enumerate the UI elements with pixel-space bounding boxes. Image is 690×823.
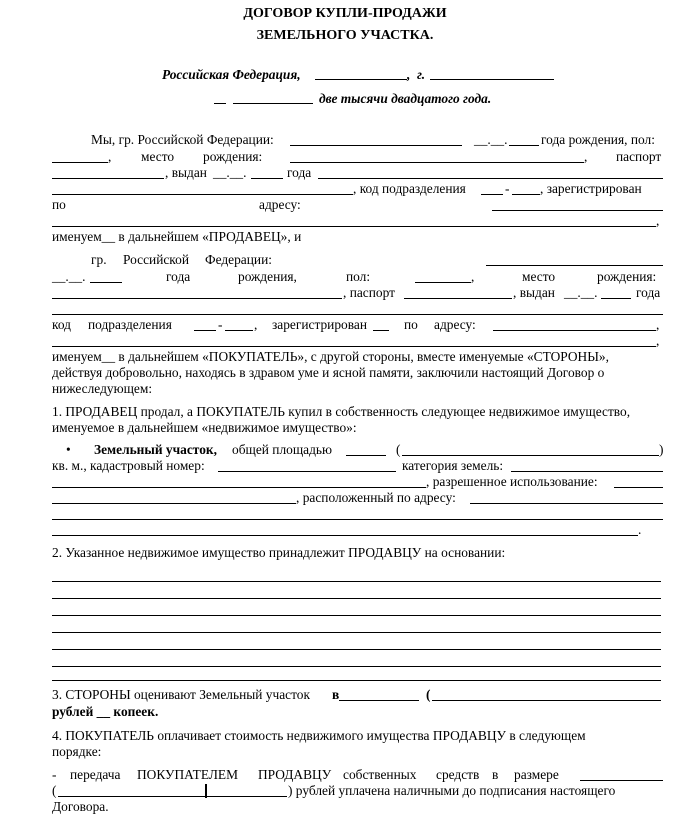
label-division: подразделения [88, 317, 172, 332]
issuer-blank-2 [52, 194, 353, 195]
label-registered: зарегистрирован [272, 317, 367, 332]
label-issued: , выдан [513, 285, 555, 300]
payment-word: собственных [343, 767, 417, 782]
punct: , [471, 269, 475, 284]
area-words-blank [402, 455, 659, 456]
category-label: категория земель: [402, 458, 504, 473]
label-division-code: , код подразделения [353, 181, 466, 196]
buyer-issue-year-blank [601, 298, 631, 299]
location-blank [470, 503, 663, 504]
passport-blank [52, 178, 164, 179]
price-words-blank [432, 700, 661, 701]
label-year: года [166, 269, 191, 284]
document-subtitle: ЗЕМЕЛЬНОГО УЧАСТКА. [256, 28, 434, 43]
registered-ending-blank [373, 330, 389, 331]
label-passport: паспорт [616, 149, 662, 164]
buyer-code-blank-2 [225, 330, 253, 331]
punct: . [638, 522, 642, 537]
birthplace-blank [290, 162, 584, 163]
buyer-intro: гр. [91, 252, 107, 267]
price-blank [339, 700, 419, 701]
blank-line [315, 79, 407, 80]
punct: , [254, 317, 258, 332]
category-blank [511, 471, 663, 472]
label-passport: , паспорт [343, 285, 395, 300]
payment-word: передача [70, 767, 121, 782]
agreement-clause-end: нижеследующем: [52, 381, 153, 396]
issuer-blank [318, 178, 663, 179]
label-at: по [404, 317, 418, 332]
label-place: место [522, 269, 556, 284]
gender-blank [52, 162, 108, 163]
punct: , [656, 333, 660, 348]
document-title: ДОГОВОР КУПЛИ-ПРОДАЖИ [243, 6, 447, 21]
category-blank-2 [52, 487, 426, 488]
issue-year-blank [251, 178, 283, 179]
label-birth: рождения: [203, 149, 263, 164]
label-birth: рождения, [238, 269, 297, 284]
payment-text: ) рублей уплачена наличными до подписания настоящего [288, 783, 616, 798]
address-blank-2 [52, 226, 656, 227]
label-place: место [141, 149, 175, 164]
area-label: общей площадью [232, 442, 332, 457]
buyer-code-blank-1 [194, 330, 216, 331]
buyer-gender-blank [415, 282, 471, 283]
permitted-use-blank-2 [52, 503, 296, 504]
dash: - [52, 767, 57, 782]
payment-word: в [492, 767, 499, 782]
buyer-intro-3: Федерации: [205, 252, 272, 267]
seller-name-blank [290, 145, 462, 146]
section-1-text: 1. ПРОДАВЕЦ продал, а ПОКУПАТЕЛЬ купил в собственность следующее недвижимое имущество, [52, 404, 631, 419]
buyer-birth-year-blank [90, 282, 122, 283]
buyer-address-blank [493, 330, 656, 331]
buyer-birthplace-blank [52, 298, 342, 299]
agreement-clause: действуя добровольно, находясь в здравом уме и ясной памяти, заключили настоящий Договор о [52, 365, 605, 380]
label-birth-2: рождения: [597, 269, 657, 284]
place-country: Российская Федерация, [162, 67, 301, 82]
buyer-issuer-blank [52, 314, 663, 315]
month-blank [233, 103, 313, 104]
payment-word: ПОКУПАТЕЛЕМ [137, 767, 238, 782]
paren: ( [52, 783, 57, 798]
location-blank-2 [52, 519, 663, 520]
basis-blank-5 [52, 649, 661, 650]
payment-text-end: Договора. [52, 799, 109, 814]
basis-blank-7 [52, 680, 661, 681]
permitted-use-label: , разрешенное использование: [426, 474, 598, 489]
punct: , [584, 149, 588, 164]
buyer-designation: именуем__ в дальнейшем «ПОКУПАТЕЛЬ», с другой стороны, вместе именуемые «СТОРОНЫ», [52, 349, 609, 364]
paren: ( [426, 687, 431, 702]
payment-word: размере [514, 767, 559, 782]
section-2-text: 2. Указанное недвижимое имущество принадлежит ПРОДАВЦУ на основании: [52, 545, 506, 560]
seller-designation: именуем__ в дальнейшем «ПРОДАВЕЦ», и [52, 229, 302, 244]
city-blank [430, 79, 554, 80]
payment-amount-blank [580, 780, 663, 781]
paren: ( [396, 442, 401, 457]
label-address: адресу: [434, 317, 476, 332]
section-4-text: 4. ПОКУПАТЕЛЬ оплачивает стоимость недвижимого имущества ПРОДАВЦУ в следующем [52, 728, 586, 743]
section-3-text: 3. СТОРОНЫ оценивают Земельный участок [52, 687, 310, 702]
day-blank [214, 103, 226, 104]
label-issued: , выдан [165, 165, 207, 180]
seller-intro: Мы, гр. Российской Федерации: [91, 132, 274, 147]
label-at: по [52, 197, 66, 212]
permitted-use-blank [614, 487, 663, 488]
seller-birth-label: года рождения, пол: [541, 132, 655, 147]
date-tail: две тысячи двадцатого года. [319, 91, 492, 106]
location-blank-3 [52, 535, 638, 536]
basis-blank-4 [52, 632, 661, 633]
code-blank-2 [512, 194, 540, 195]
land-plot-label: Земельный участок, [94, 442, 217, 457]
buyer-name-blank [486, 265, 663, 266]
place-city-prefix: г. [417, 67, 426, 82]
punct: , [656, 213, 660, 228]
text-cursor [205, 784, 207, 798]
price-currency: рублей __ копеек. [52, 704, 159, 719]
label-in: в [332, 687, 340, 702]
basis-blank-6 [52, 666, 661, 667]
label-year: года [287, 165, 312, 180]
bullet-icon: • [66, 442, 71, 457]
label-registered: , зарегистрирован [540, 181, 642, 196]
section-4-text-2: порядке: [52, 744, 102, 759]
basis-blank-1 [52, 581, 661, 582]
label-gender: пол: [346, 269, 371, 284]
cadastral-label: кв. м., кадастровый номер: [52, 458, 205, 473]
basis-blank-3 [52, 615, 661, 616]
basis-blank-2 [52, 598, 661, 599]
place-comma: , [407, 67, 411, 82]
punct: , [656, 317, 660, 332]
label-address: адресу: [259, 197, 301, 212]
cadastral-blank [218, 471, 396, 472]
payment-word: ПРОДАВЦУ [258, 767, 332, 782]
payment-words-blank [58, 796, 287, 797]
address-blank [492, 210, 663, 211]
label-code: код [52, 317, 71, 332]
section-1-text-2: именуемое в дальнейшем «недвижимое имущество»: [52, 420, 357, 435]
area-blank [346, 455, 386, 456]
buyer-passport-blank [404, 298, 512, 299]
location-label: , расположенный по адресу: [296, 490, 456, 505]
buyer-address-blank-2 [52, 346, 656, 347]
label-year: года [636, 285, 661, 300]
payment-word: средств [436, 767, 480, 782]
birth-year-blank [509, 145, 539, 146]
punct: , [108, 149, 112, 164]
paren: ) [659, 442, 664, 457]
code-blank-1 [481, 194, 503, 195]
buyer-intro-2: Российской [123, 252, 189, 267]
